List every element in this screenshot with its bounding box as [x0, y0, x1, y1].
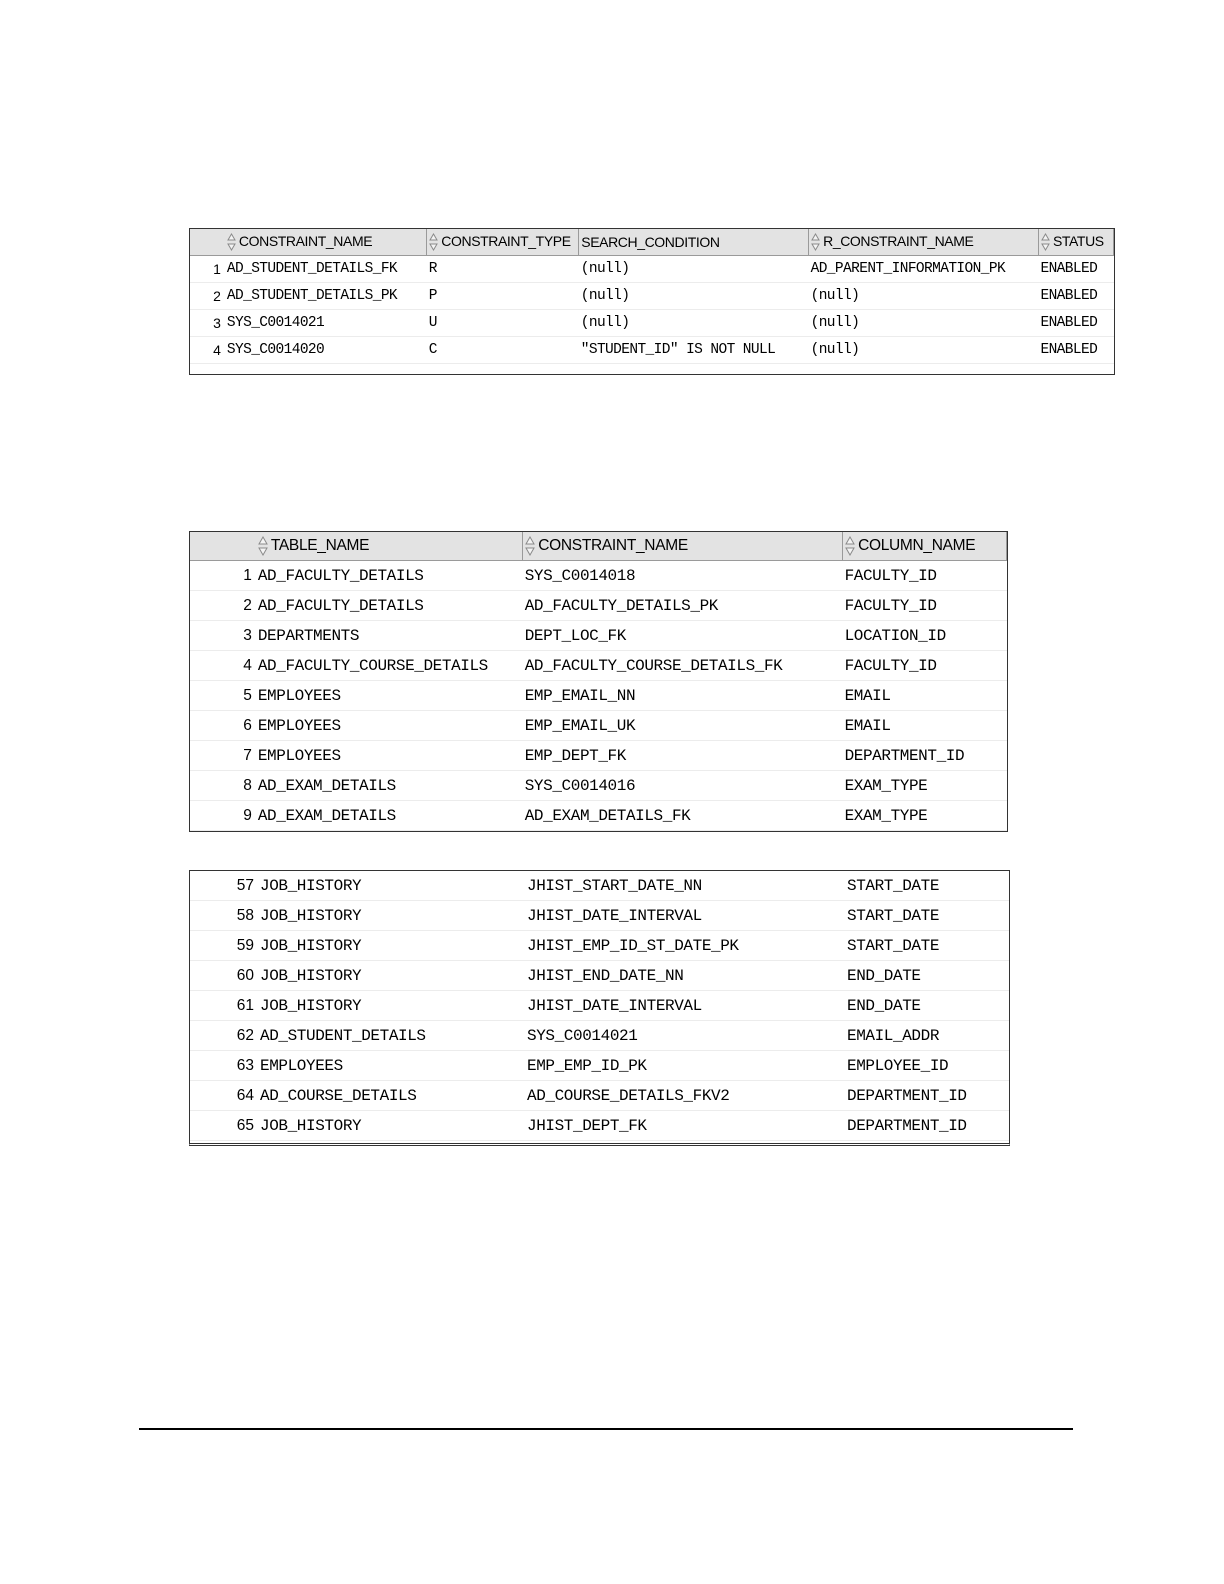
- cell-table-name[interactable]: EMPLOYEES: [256, 711, 523, 741]
- cell-search-condition[interactable]: (null): [579, 310, 809, 337]
- column-header-column-name[interactable]: [843, 532, 1007, 561]
- row-number: 3: [190, 310, 225, 337]
- column-header-label: R_CONSTRAINT_NAME: [823, 232, 974, 249]
- constraint-columns-grid-tail: [189, 870, 1010, 1146]
- row-number-header: [190, 532, 256, 561]
- row-number: 9: [190, 801, 256, 831]
- cell-constraint-name[interactable]: AD_FACULTY_COURSE_DETAILS_FK: [523, 651, 843, 681]
- row-number: 4: [190, 651, 256, 681]
- cell-table-name[interactable]: AD_STUDENT_DETAILS: [258, 1021, 525, 1051]
- cell-search-condition[interactable]: (null): [579, 283, 809, 310]
- cell-constraint-name[interactable]: SYS_C0014021: [225, 310, 427, 337]
- table-row[interactable]: [190, 931, 1009, 961]
- column-header-r-constraint-name[interactable]: [809, 229, 1039, 256]
- cell-table-name[interactable]: AD_EXAM_DETAILS: [256, 771, 523, 801]
- cell-column-name[interactable]: END_DATE: [845, 991, 1009, 1021]
- table-row[interactable]: [190, 561, 1007, 591]
- sort-icon[interactable]: [845, 536, 855, 556]
- column-header-label: CONSTRAINT_NAME: [238, 232, 373, 249]
- row-number: 58: [190, 901, 258, 931]
- row-number: 4: [190, 337, 225, 364]
- cell-table-name[interactable]: JOB_HISTORY: [258, 901, 525, 931]
- constraint-columns-grid: [189, 531, 1008, 832]
- row-number: 2: [190, 591, 256, 621]
- table-row[interactable]: [190, 283, 1114, 310]
- cell-table-name[interactable]: AD_COURSE_DETAILS: [258, 1081, 525, 1111]
- cell-constraint-name[interactable]: AD_STUDENT_DETAILS_FK: [225, 256, 427, 283]
- cell-column-name[interactable]: START_DATE: [845, 931, 1009, 961]
- constraints-result-grid: [189, 228, 1115, 375]
- column-header-search-condition[interactable]: [579, 229, 809, 256]
- table-row[interactable]: [190, 256, 1114, 283]
- cell-table-name[interactable]: AD_FACULTY_COURSE_DETAILS: [256, 651, 523, 681]
- table-row[interactable]: [190, 1081, 1009, 1111]
- cell-constraint-name[interactable]: SYS_C0014021: [525, 1021, 845, 1051]
- cell-status[interactable]: ENABLED: [1038, 310, 1113, 337]
- row-number: 1: [190, 561, 256, 591]
- cell-constraint-name[interactable]: EMP_EMAIL_NN: [523, 681, 843, 711]
- table-row[interactable]: [190, 961, 1009, 991]
- column-header-label: CONSTRAINT_NAME: [538, 537, 688, 555]
- column-header-constraint-type[interactable]: [427, 229, 579, 256]
- cell-constraint-name[interactable]: JHIST_DATE_INTERVAL: [525, 991, 845, 1021]
- table-row[interactable]: [190, 651, 1007, 681]
- cell-r-constraint-name[interactable]: AD_PARENT_INFORMATION_PK: [809, 256, 1039, 283]
- cell-column-name[interactable]: START_DATE: [845, 901, 1009, 931]
- table-row[interactable]: [190, 801, 1007, 831]
- table-row[interactable]: [190, 1051, 1009, 1081]
- row-number: 7: [190, 741, 256, 771]
- row-number: 61: [190, 991, 258, 1021]
- cell-column-name[interactable]: END_DATE: [845, 961, 1009, 991]
- cell-column-name[interactable]: START_DATE: [845, 871, 1009, 901]
- table-row[interactable]: [190, 1111, 1009, 1141]
- cell-column-name[interactable]: FACULTY_ID: [843, 561, 1007, 591]
- cell-table-name[interactable]: EMPLOYEES: [256, 681, 523, 711]
- cell-table-name[interactable]: JOB_HISTORY: [258, 991, 525, 1021]
- cell-constraint-name[interactable]: AD_EXAM_DETAILS_FK: [523, 801, 843, 831]
- table-row[interactable]: [190, 991, 1009, 1021]
- cell-constraint-type[interactable]: P: [427, 283, 579, 310]
- grid-header-row: [190, 532, 1007, 561]
- table-row[interactable]: [190, 771, 1007, 801]
- row-number: 59: [190, 931, 258, 961]
- cell-column-name[interactable]: EMPLOYEE_ID: [845, 1051, 1009, 1081]
- cell-constraint-type[interactable]: U: [427, 310, 579, 337]
- table-row[interactable]: [190, 310, 1114, 337]
- cell-table-name[interactable]: JOB_HISTORY: [258, 931, 525, 961]
- column-header-constraint-name[interactable]: [523, 532, 843, 561]
- cell-table-name[interactable]: AD_EXAM_DETAILS: [256, 801, 523, 831]
- cell-constraint-name[interactable]: JHIST_END_DATE_NN: [525, 961, 845, 991]
- cell-constraint-name[interactable]: AD_COURSE_DETAILS_FKV2: [525, 1081, 845, 1111]
- sort-icon[interactable]: [429, 233, 438, 251]
- cell-status[interactable]: ENABLED: [1038, 256, 1113, 283]
- table-row[interactable]: [190, 871, 1009, 901]
- sort-icon[interactable]: [811, 233, 820, 251]
- row-number: 8: [190, 771, 256, 801]
- cell-column-name[interactable]: DEPARTMENT_ID: [845, 1081, 1009, 1111]
- cell-constraint-type[interactable]: R: [427, 256, 579, 283]
- cell-column-name[interactable]: LOCATION_ID: [843, 621, 1007, 651]
- table-row[interactable]: [190, 681, 1007, 711]
- row-number: 1: [190, 256, 225, 283]
- cell-column-name[interactable]: EMAIL: [843, 681, 1007, 711]
- cell-status[interactable]: ENABLED: [1038, 283, 1113, 310]
- row-number: 64: [190, 1081, 258, 1111]
- column-header-label: COLUMN_NAME: [858, 537, 976, 555]
- table-row[interactable]: [190, 591, 1007, 621]
- cell-column-name[interactable]: DEPARTMENT_ID: [845, 1111, 1009, 1141]
- cell-table-name[interactable]: EMPLOYEES: [256, 741, 523, 771]
- row-number: 65: [190, 1111, 258, 1141]
- cell-constraint-name[interactable]: EMP_EMAIL_UK: [523, 711, 843, 741]
- sort-icon[interactable]: [525, 536, 535, 556]
- column-header-label: SEARCH_CONDITION: [581, 234, 720, 250]
- cell-column-name[interactable]: EMAIL: [843, 711, 1007, 741]
- cell-constraint-name[interactable]: JHIST_DATE_INTERVAL: [525, 901, 845, 931]
- row-number-header: [190, 229, 225, 256]
- cell-constraint-type[interactable]: C: [427, 337, 579, 364]
- cell-constraint-name[interactable]: EMP_EMP_ID_PK: [525, 1051, 845, 1081]
- cell-constraint-name[interactable]: DEPT_LOC_FK: [523, 621, 843, 651]
- grid-header-row: [190, 229, 1114, 256]
- column-header-constraint-name[interactable]: [225, 229, 427, 256]
- cell-column-name[interactable]: EXAM_TYPE: [843, 771, 1007, 801]
- sort-icon[interactable]: [258, 536, 268, 556]
- cell-column-name[interactable]: FACULTY_ID: [843, 651, 1007, 681]
- table-row[interactable]: [190, 621, 1007, 651]
- cell-table-name[interactable]: EMPLOYEES: [258, 1051, 525, 1081]
- table-row[interactable]: [190, 1021, 1009, 1051]
- cell-r-constraint-name[interactable]: (null): [809, 337, 1039, 364]
- cell-constraint-name[interactable]: JHIST_DEPT_FK: [525, 1111, 845, 1141]
- cell-search-condition[interactable]: (null): [579, 256, 809, 283]
- cell-table-name[interactable]: JOB_HISTORY: [258, 871, 525, 901]
- column-header-label: CONSTRAINT_TYPE: [441, 232, 571, 249]
- cell-column-name[interactable]: EXAM_TYPE: [843, 801, 1007, 831]
- cell-search-condition[interactable]: "STUDENT_ID" IS NOT NULL: [579, 337, 809, 364]
- cell-table-name[interactable]: AD_FACULTY_DETAILS: [256, 561, 523, 591]
- cell-constraint-name[interactable]: JHIST_EMP_ID_ST_DATE_PK: [525, 931, 845, 961]
- cell-table-name[interactable]: JOB_HISTORY: [258, 1111, 525, 1141]
- cell-column-name[interactable]: EMAIL_ADDR: [845, 1021, 1009, 1051]
- row-number: 2: [190, 283, 225, 310]
- column-header-label: STATUS: [1052, 232, 1104, 249]
- row-number: 63: [190, 1051, 258, 1081]
- cell-constraint-name[interactable]: AD_STUDENT_DETAILS_PK: [225, 283, 427, 310]
- column-header-status[interactable]: [1038, 229, 1113, 256]
- table-row[interactable]: [190, 901, 1009, 931]
- column-header-table-name[interactable]: [256, 532, 523, 561]
- row-number: 6: [190, 711, 256, 741]
- cell-constraint-name[interactable]: SYS_C0014020: [225, 337, 427, 364]
- cell-constraint-name[interactable]: JHIST_START_DATE_NN: [525, 871, 845, 901]
- table-row[interactable]: [190, 741, 1007, 771]
- cell-constraint-name[interactable]: SYS_C0014018: [523, 561, 843, 591]
- cell-column-name[interactable]: DEPARTMENT_ID: [843, 741, 1007, 771]
- cell-table-name[interactable]: JOB_HISTORY: [258, 961, 525, 991]
- footer-divider: [139, 1428, 1073, 1430]
- cell-constraint-name[interactable]: EMP_DEPT_FK: [523, 741, 843, 771]
- row-number: 60: [190, 961, 258, 991]
- cell-r-constraint-name[interactable]: (null): [809, 283, 1039, 310]
- cell-table-name[interactable]: DEPARTMENTS: [256, 621, 523, 651]
- cell-constraint-name[interactable]: SYS_C0014016: [523, 771, 843, 801]
- row-number: 57: [190, 871, 258, 901]
- row-number: 5: [190, 681, 256, 711]
- cell-constraint-name[interactable]: AD_FACULTY_DETAILS_PK: [523, 591, 843, 621]
- cell-table-name[interactable]: AD_FACULTY_DETAILS: [256, 591, 523, 621]
- row-number: 3: [190, 621, 256, 651]
- table-row[interactable]: [190, 337, 1114, 364]
- column-header-label: TABLE_NAME: [270, 537, 370, 555]
- sort-icon[interactable]: [1041, 233, 1050, 251]
- sort-icon[interactable]: [227, 233, 236, 251]
- table-row[interactable]: [190, 711, 1007, 741]
- cell-r-constraint-name[interactable]: (null): [809, 310, 1039, 337]
- row-number: 62: [190, 1021, 258, 1051]
- cell-column-name[interactable]: FACULTY_ID: [843, 591, 1007, 621]
- cell-status[interactable]: ENABLED: [1038, 337, 1113, 364]
